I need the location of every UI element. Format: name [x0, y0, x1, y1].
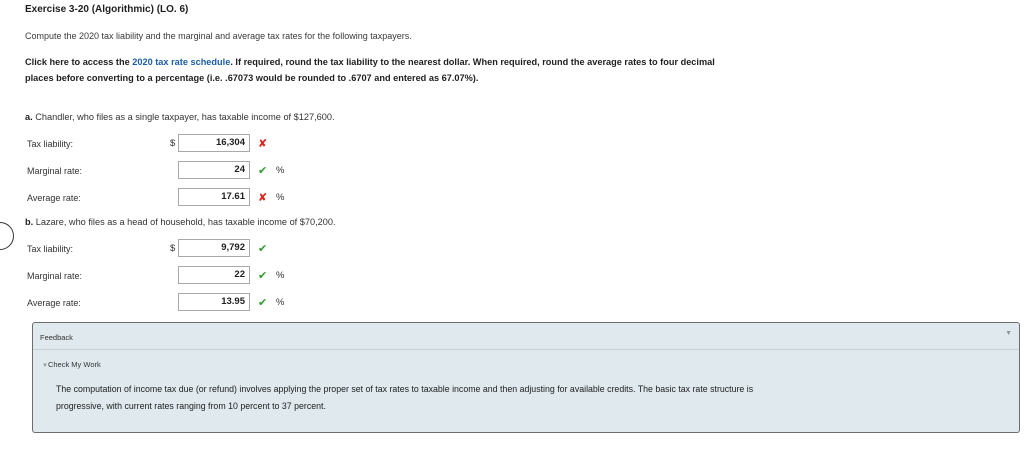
- instructions-prefix: Click here to access the: [25, 57, 133, 67]
- instructions: [25, 54, 715, 86]
- part-a-question-text: Chandler, who files as a single taxpayer, has taxable income of $127,600.: [35, 112, 335, 122]
- check-my-work-toggle[interactable]: [42, 360, 101, 369]
- part-b-tax-liability-input[interactable]: 9,792: [178, 239, 250, 257]
- part-b-dollar-sign: $: [170, 243, 176, 254]
- exercise-title: Exercise 3-20 (Algorithmic) (LO. 6): [25, 4, 189, 15]
- part-a-marginal-rate-label: Marginal rate:: [27, 166, 83, 176]
- collapse-triangle-icon[interactable]: ▼: [1005, 330, 1012, 337]
- percent-sign: %: [276, 165, 285, 176]
- exercise-intro: Compute the 2020 tax liability and the marginal and average tax rates for the following taxpayers.: [25, 31, 412, 41]
- part-a-question: [25, 112, 335, 122]
- instructions-suffix: . If required, round the tax liability to the nearest dollar. When required, round the average rates to four decimal places before converting to a percentage (i.e. .67073 would be rounded to .6707 and entered as 67.07%).: [25, 57, 715, 83]
- correct-check-icon: ✔: [258, 297, 268, 309]
- part-a-average-rate-input[interactable]: 17.61: [178, 188, 250, 206]
- percent-sign: %: [276, 270, 285, 281]
- correct-check-icon: ✔: [258, 165, 268, 177]
- incorrect-x-icon: ✘: [258, 192, 268, 204]
- part-b-marginal-rate-input[interactable]: 22: [178, 266, 250, 284]
- part-a-average-rate-label: Average rate:: [27, 193, 81, 203]
- part-b-question-text: Lazare, who files as a head of household, has taxable income of $70,200.: [35, 217, 336, 227]
- part-b-tax-liability-label: Tax liability:: [27, 244, 74, 254]
- part-a-dollar-sign: $: [170, 138, 176, 149]
- feedback-panel: [32, 322, 1020, 433]
- incorrect-x-icon: ✘: [258, 138, 268, 150]
- part-a-letter: a.: [25, 112, 33, 122]
- percent-sign: %: [276, 297, 285, 308]
- percent-sign: %: [276, 192, 285, 203]
- part-b-average-rate-input[interactable]: 13.95: [178, 293, 250, 311]
- correct-check-icon: ✔: [258, 243, 268, 255]
- check-my-work-label: Check My Work: [47, 360, 101, 369]
- tax-rate-schedule-link[interactable]: 2020 tax rate schedule: [132, 57, 231, 67]
- part-a-tax-liability-label: Tax liability:: [27, 139, 74, 149]
- feedback-title: Feedback: [40, 333, 73, 342]
- part-b-marginal-rate-label: Marginal rate:: [27, 271, 83, 281]
- expand-triangle-icon: ▼: [42, 363, 48, 369]
- part-b-question: [25, 217, 336, 227]
- feedback-header[interactable]: [33, 323, 1019, 350]
- part-b-average-rate-label: Average rate:: [27, 298, 81, 308]
- part-b-letter: b.: [25, 217, 34, 227]
- correct-check-icon: ✔: [258, 270, 268, 282]
- feedback-text: The computation of income tax due (or refund) involves applying the proper set of tax rates to taxable income and then adjusting for available credits. The basic tax rate structure is progressive, with current rates ranging from 10 percent to 37 percent.: [56, 384, 754, 411]
- part-a-tax-liability-input[interactable]: 16,304: [178, 134, 250, 152]
- part-a-marginal-rate-input[interactable]: 24: [178, 161, 250, 179]
- cursor-circle-icon: [0, 222, 14, 250]
